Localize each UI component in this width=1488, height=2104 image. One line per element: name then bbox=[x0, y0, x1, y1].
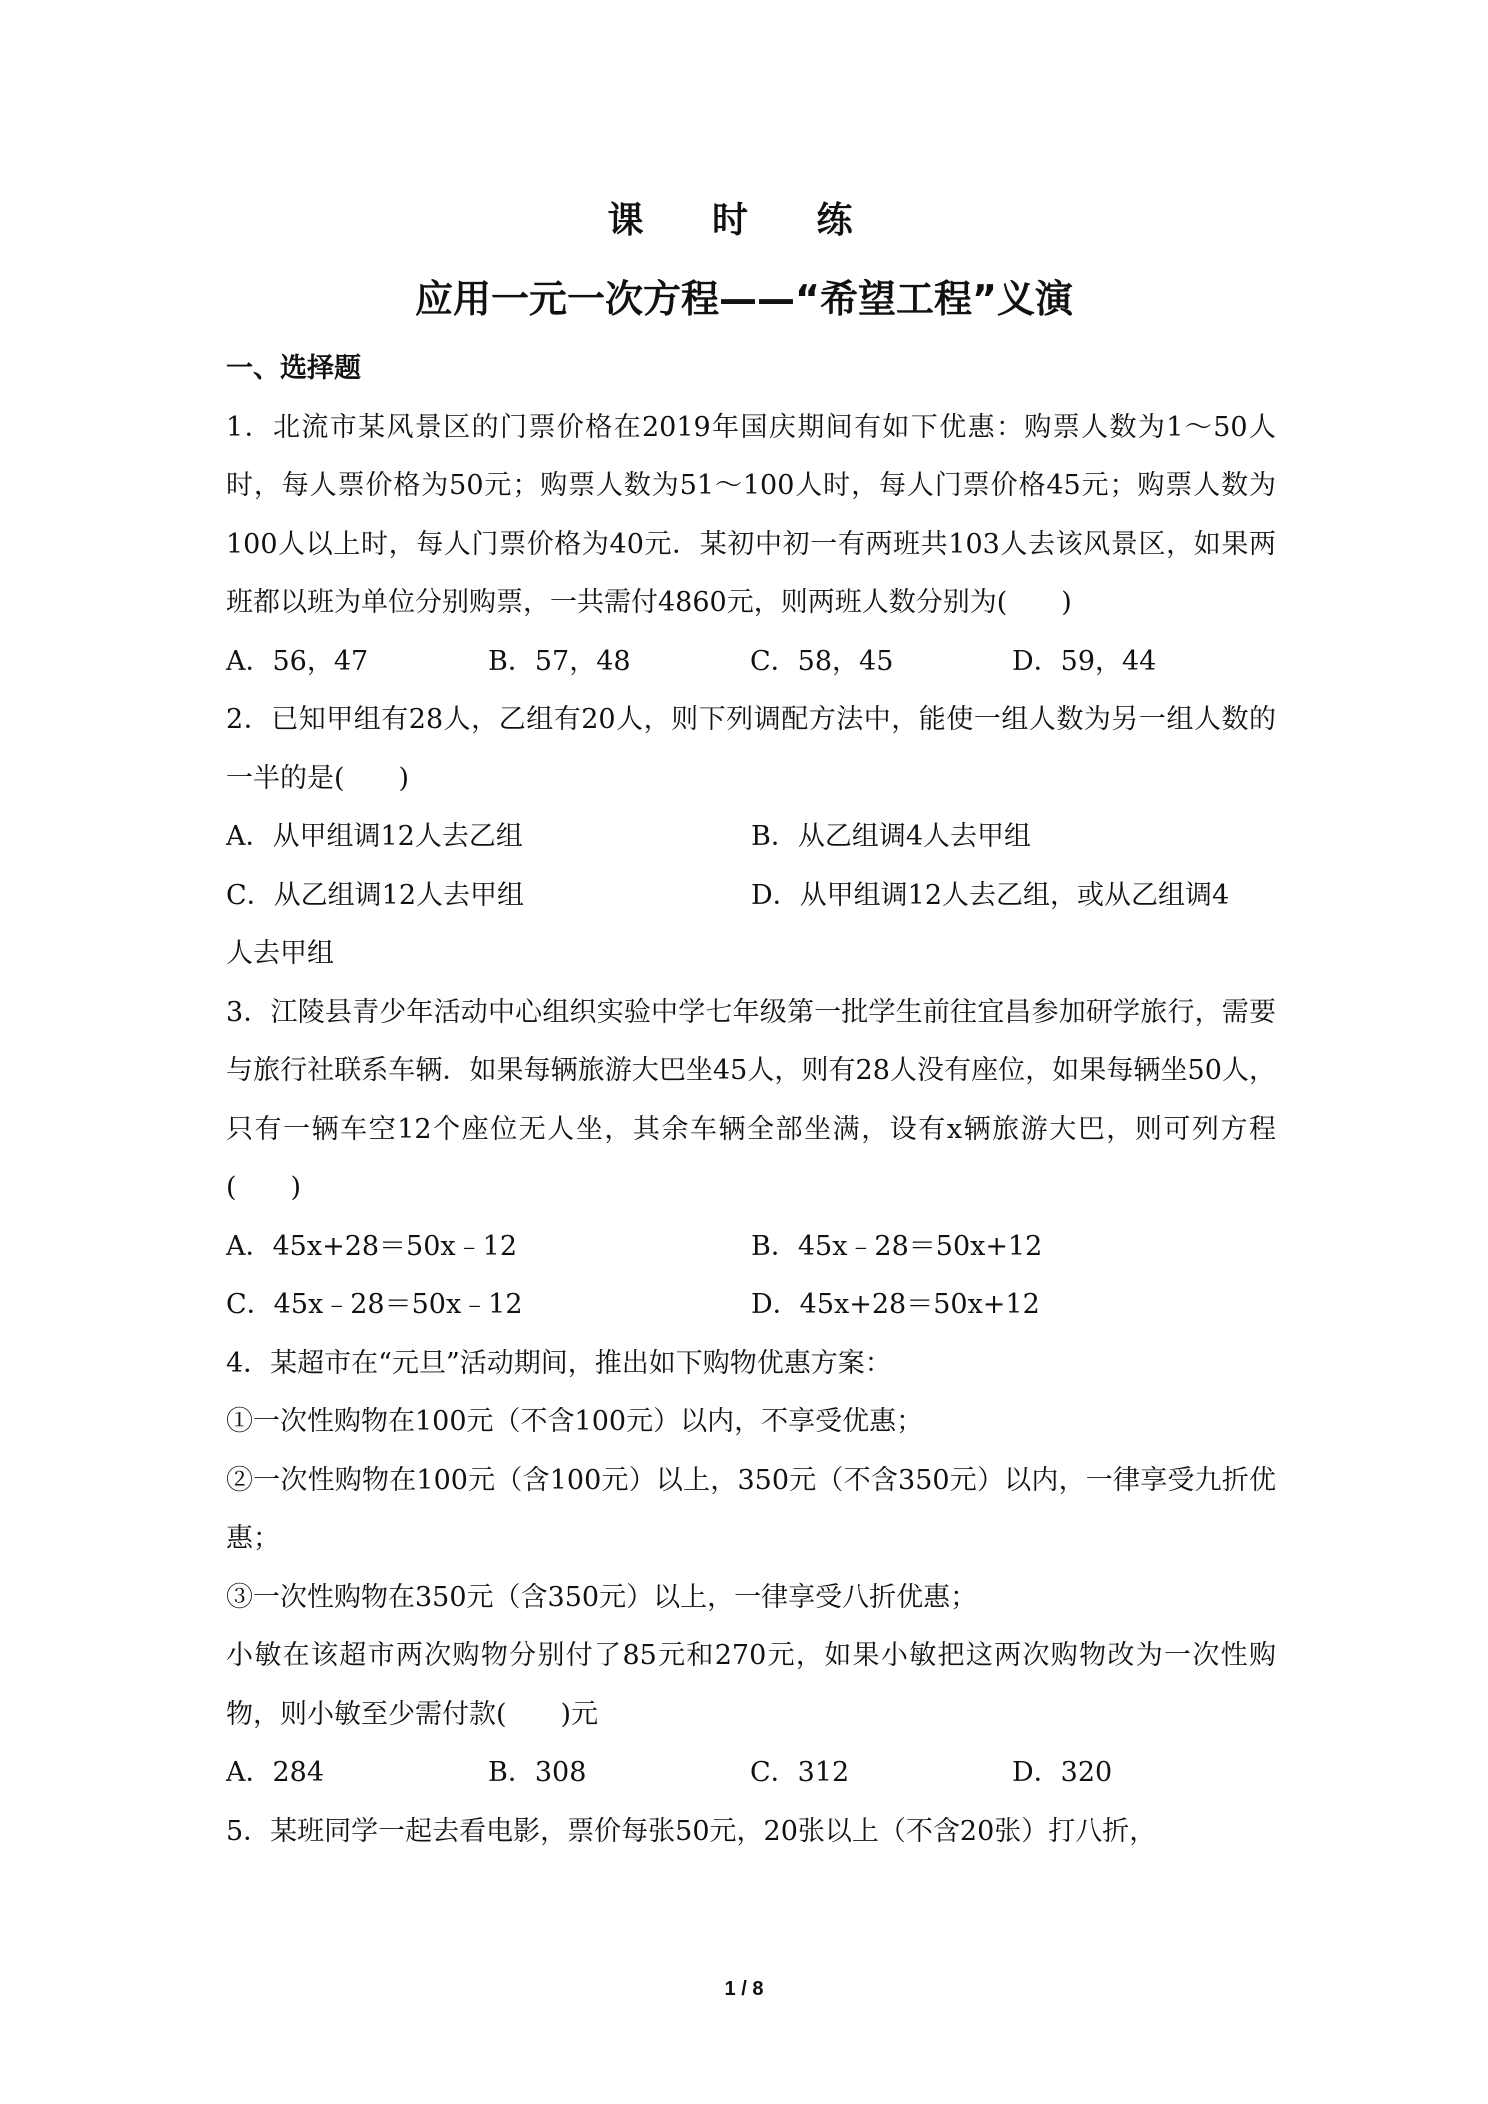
question-4-item-1: ①一次性购物在100元（不含100元）以内，不享受优惠； bbox=[226, 1406, 924, 1437]
question-3-options-row-2 bbox=[226, 1276, 1276, 1335]
question-2-text: 2．已知甲组有28人，乙组有20人，则下列调配方法中，能使一组人数为另一组人数的一半的是( ) bbox=[226, 704, 1276, 794]
question-2-options-row-1 bbox=[226, 808, 1276, 867]
option-d: D．从甲组调12人去乙组，或从乙组调4 bbox=[751, 879, 1230, 911]
option-b: B．从乙组调4人去甲组 bbox=[751, 821, 1032, 852]
question-3-text: 3．江陵县青少年活动中心组织实验中学七年级第一批学生前往宜昌参加研学旅行，需要与旅行社联系车辆．如果每辆旅游大巴坐45人，则有28人没有座位，如果每辆坐50人，只有一辆车空12个座位无人坐，其余车辆全部坐满，设有x辆旅游大巴，则可列方程( ) bbox=[226, 996, 1276, 1203]
question-4-item-3: ③一次性购物在350元（含350元）以上，一律享受八折优惠； bbox=[226, 1581, 978, 1613]
option-d: D．59，44 bbox=[1012, 645, 1157, 677]
option-d: D．45x+28＝50x+12 bbox=[751, 1289, 1040, 1320]
page-title: 课 时 练 bbox=[607, 200, 881, 241]
question-4-stem: 小敏在该超市两次购物分别付了85元和270元，如果小敏把这两次购物改为一次性购物，则小敏至少需付款( )元 bbox=[226, 1640, 1276, 1730]
question-4-item-2: ②一次性购物在100元（含100元）以上，350元（不含350元）以内，一律享受九折优惠； bbox=[226, 1464, 1276, 1554]
option-d-continuation: 人去甲组 bbox=[226, 938, 334, 969]
option-c: C．312 bbox=[750, 1757, 850, 1788]
question-2-options-row-2 bbox=[226, 867, 1276, 926]
page-subtitle: 应用一元一次方程——“希望工程”义演 bbox=[415, 277, 1073, 321]
question-1-options bbox=[226, 633, 1276, 692]
option-a: A．284 bbox=[226, 1757, 325, 1788]
question-1-text: 1．北流市某风景区的门票价格在2019年国庆期间有如下优惠：购票人数为1～50人时，每人票价格为50元；购票人数为51～100人时，每人门票价格45元；购票人数为100人以上时，每人门票价格为40元．某初中初一有两班共103人去该风景区，如果两班都以班为单位分别购票，一共需付4860元，则两班人数分别为( ) bbox=[226, 411, 1276, 618]
question-5-text: 5．某班同学一起去看电影，票价每张50元，20张以上（不含20张）打八折， bbox=[226, 1815, 1157, 1847]
option-a: A．从甲组调12人去乙组 bbox=[226, 821, 523, 852]
option-c: C．45x﹣28＝50x﹣12 bbox=[226, 1289, 523, 1320]
option-b: B．57，48 bbox=[488, 645, 631, 677]
option-b: B．308 bbox=[488, 1757, 587, 1788]
option-a: A．56，47 bbox=[226, 645, 369, 677]
page-number: 1 / 8 bbox=[724, 1978, 764, 2000]
question-content bbox=[226, 340, 1276, 1861]
question-4-text: 4．某超市在“元旦”活动期间，推出如下购物优惠方案： bbox=[226, 1347, 892, 1379]
option-a: A．45x+28＝50x﹣12 bbox=[226, 1230, 518, 1262]
question-4-options bbox=[226, 1744, 1276, 1803]
option-d: D．320 bbox=[1012, 1757, 1113, 1788]
option-c: C．58，45 bbox=[750, 645, 894, 677]
option-b: B．45x﹣28＝50x+12 bbox=[751, 1230, 1043, 1262]
option-c: C．从乙组调12人去甲组 bbox=[226, 879, 525, 911]
section-heading: 一、选择题 bbox=[226, 353, 361, 384]
question-3-options-row-1 bbox=[226, 1218, 1276, 1277]
